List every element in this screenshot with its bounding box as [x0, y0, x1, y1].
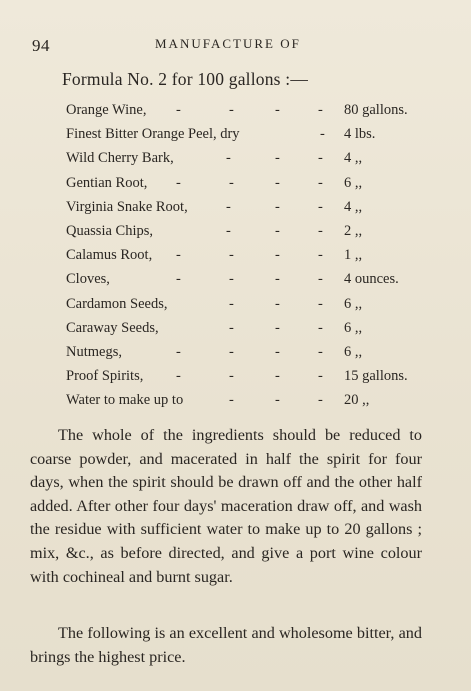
dash-leader: -: [226, 222, 231, 239]
ingredient-row: [66, 320, 426, 344]
dash-leader: -: [275, 102, 280, 118]
dash-leader: -: [318, 271, 323, 288]
ingredient-quantity: 15 gallons.: [344, 368, 408, 385]
dash-leader: -: [176, 271, 181, 288]
dash-leader: -: [176, 174, 181, 191]
dash-leader: -: [275, 247, 280, 264]
dash-leader: -: [176, 102, 181, 118]
ingredient-name: Finest Bitter Orange Peel, dry: [66, 126, 240, 143]
ingredient-name: Nutmegs,: [66, 343, 122, 360]
dash-leader: -: [229, 343, 234, 360]
ingredient-name: Water to make up to: [66, 392, 184, 409]
dash-leader: -: [318, 102, 323, 118]
dash-leader: -: [275, 198, 280, 215]
ingredient-row: [66, 150, 426, 174]
ingredient-row: [66, 392, 426, 416]
ingredient-name: Virginia Snake Root,: [66, 198, 188, 215]
ingredient-quantity: 4 ,,: [344, 198, 363, 215]
dash-leader: -: [229, 247, 234, 264]
ingredient-name: Orange Wine,: [66, 102, 147, 118]
ingredient-name: Quassia Chips,: [66, 222, 153, 239]
ingredient-quantity: 4 ,,: [344, 150, 363, 167]
dash-leader: -: [318, 222, 323, 239]
dash-leader: -: [275, 150, 280, 167]
dash-leader: -: [226, 150, 231, 167]
dash-leader: -: [229, 271, 234, 288]
ingredient-name: Caraway Seeds,: [66, 319, 159, 336]
dash-leader: -: [229, 368, 234, 385]
dash-leader: -: [318, 368, 323, 385]
dash-leader: -: [275, 392, 280, 409]
ingredient-name: Proof Spirits,: [66, 368, 144, 385]
dash-leader: -: [275, 271, 280, 288]
dash-leader: -: [275, 319, 280, 336]
dash-leader: -: [318, 247, 323, 264]
page-number: 94: [32, 36, 50, 55]
dash-leader: -: [176, 247, 181, 264]
ingredient-quantity: 4 lbs.: [344, 126, 376, 143]
ingredient-row: [66, 344, 426, 368]
instructions-paragraph: The whole of the ingredients should be reduced to coarse powder, and macerated in half the spirit for four days, when the spirit should be drawn off and the other half added. After other four days' maceration draw off, and wash the residue with sufficient water to make up to 20 gallons ; mix, &c., as before directed, and give a port wine colour with cochineal and burnt sugar.: [30, 426, 422, 586]
ingredient-quantity: 6 ,,: [344, 319, 363, 336]
ingredient-list: [66, 102, 426, 416]
ingredient-quantity: 80 gallons.: [344, 102, 408, 118]
ingredient-row: [66, 296, 426, 320]
ingredient-row: [66, 175, 426, 199]
dash-leader: -: [318, 150, 323, 167]
ingredient-row: [66, 271, 426, 295]
dash-leader: -: [318, 343, 323, 360]
dash-leader: -: [229, 102, 234, 118]
closing-paragraph: The following is an excellent and wholesome bitter, and brings the highest price.: [30, 624, 422, 666]
dash-leader: -: [318, 295, 323, 312]
ingredient-name: Wild Cherry Bark,: [66, 150, 174, 167]
formula-title: Formula No. 2 for 100 gallons :—: [62, 69, 309, 89]
dash-leader: -: [275, 368, 280, 385]
ingredient-quantity: 4 ounces.: [344, 271, 399, 288]
ingredient-quantity: 1 ,,: [344, 247, 363, 264]
ingredient-quantity: 6 ,,: [344, 343, 363, 360]
dash-leader: -: [229, 295, 234, 312]
ingredient-quantity: 2 ,,: [344, 222, 363, 239]
dash-leader: -: [226, 198, 231, 215]
ingredient-row: [66, 199, 426, 223]
dash-leader: -: [318, 319, 323, 336]
dash-leader: -: [318, 392, 323, 409]
dash-leader: -: [229, 174, 234, 191]
ingredient-row: [66, 102, 426, 126]
dash-leader: -: [275, 295, 280, 312]
dash-leader: -: [275, 174, 280, 191]
dash-leader: -: [176, 343, 181, 360]
ingredient-name: Cardamon Seeds,: [66, 295, 168, 312]
ingredient-quantity: 6 ,,: [344, 174, 363, 191]
ingredient-name: Cloves,: [66, 271, 110, 288]
ingredient-quantity: 20 ,,: [344, 392, 370, 409]
ingredient-row: [66, 368, 426, 392]
dash-leader: -: [275, 343, 280, 360]
dash-leader: -: [229, 319, 234, 336]
ingredient-row: [66, 247, 426, 271]
running-head: MANUFACTURE OF: [155, 36, 301, 51]
dash-leader: -: [320, 126, 325, 143]
ingredient-name: Calamus Root,: [66, 247, 153, 264]
dash-leader: -: [176, 368, 181, 385]
dash-leader: -: [318, 198, 323, 215]
ingredient-row: [66, 126, 426, 150]
dash-leader: -: [318, 174, 323, 191]
dash-leader: -: [275, 222, 280, 239]
ingredient-name: Gentian Root,: [66, 174, 148, 191]
ingredient-row: [66, 223, 426, 247]
ingredient-quantity: 6 ,,: [344, 295, 363, 312]
dash-leader: -: [229, 392, 234, 409]
